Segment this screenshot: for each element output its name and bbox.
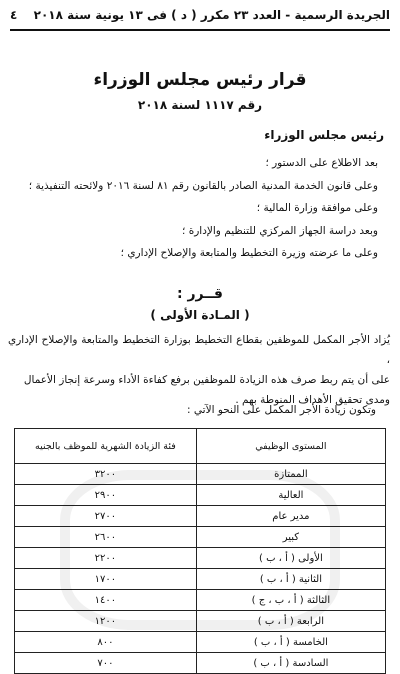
recital-line: وعلى ما عرضته وزيرة التخطيط والمتابعة والإصلاح الإداري ؛ bbox=[120, 247, 378, 260]
table-row bbox=[15, 527, 386, 548]
decree-title: قرار رئيس مجلس الوزراء bbox=[93, 70, 307, 90]
table-intro: وتكون زيادة الأجر المكمل على النحو الآتي : bbox=[187, 404, 376, 416]
table-row bbox=[15, 506, 386, 527]
recital-line: بعد الاطلاع على الدستور ؛ bbox=[265, 157, 378, 169]
table-row bbox=[15, 464, 386, 485]
amount-cell: ٢٢٠٠ bbox=[15, 548, 197, 569]
table-row bbox=[15, 632, 386, 653]
level-cell: الثانية ( أ ، ب ) bbox=[196, 569, 385, 590]
level-cell: كبير bbox=[196, 527, 385, 548]
table-row bbox=[15, 569, 386, 590]
amount-cell: ٨٠٠ bbox=[15, 632, 197, 653]
allowance-table bbox=[14, 428, 386, 674]
level-cell: مدير عام bbox=[196, 506, 385, 527]
gazette-line: الجريدة الرسمية - العدد ٢٣ مكرر ( د ) فى ١٣ يونية سنة ٢٠١٨ bbox=[33, 8, 390, 22]
article-one-heading: ( المـادة الأولى ) bbox=[150, 308, 250, 322]
header-level: المستوى الوظيفي bbox=[196, 429, 385, 464]
amount-cell: ٢٩٠٠ bbox=[15, 485, 197, 506]
recital-line: وبعد دراسة الجهاز المركزي للتنظيم والإدارة ؛ bbox=[182, 224, 378, 237]
amount-cell: ٣٢٠٠ bbox=[15, 464, 197, 485]
level-cell: الممتازة bbox=[196, 464, 385, 485]
amount-cell: ٢٦٠٠ bbox=[15, 527, 197, 548]
amount-cell: ١٧٠٠ bbox=[15, 569, 197, 590]
amount-cell: ٢٧٠٠ bbox=[15, 506, 197, 527]
recital-line: وعلى قانون الخدمة المدنية الصادر بالقانون رقم ٨١ لسنة ٢٠١٦ ولائحته التنفيذية ؛ bbox=[28, 179, 378, 192]
table-row bbox=[15, 485, 386, 506]
body-line: يُزاد الأجر المكمل للموظفين بقطاع التخطيط بوزارة التخطيط والمتابعة والإصلاح الإداري ، bbox=[8, 334, 390, 366]
level-cell: الرابعة ( أ ، ب ) bbox=[196, 611, 385, 632]
issuer-heading: رئيس مجلس الوزراء bbox=[264, 128, 384, 142]
table-header-row bbox=[15, 429, 386, 464]
table-row bbox=[15, 611, 386, 632]
table-row bbox=[15, 590, 386, 611]
level-cell: السادسة ( أ ، ب ) bbox=[196, 653, 385, 674]
level-cell: الأولى ( أ ، ب ) bbox=[196, 548, 385, 569]
amount-cell: ١٤٠٠ bbox=[15, 590, 197, 611]
level-cell: العالية bbox=[196, 485, 385, 506]
decree-number: رقم ١١١٧ لسنة ٢٠١٨ bbox=[137, 98, 263, 112]
level-cell: الثالثة ( أ ، ب ، ج ) bbox=[196, 590, 385, 611]
article-body bbox=[8, 330, 390, 410]
body-line: على أن يتم ربط صرف هذه الزيادة للموظفين برفع كفاءة الأداء وسرعة إنجاز الأعمال bbox=[23, 374, 390, 386]
recital-line: وعلى موافقة وزارة المالية ؛ bbox=[256, 202, 378, 215]
amount-cell: ٧٠٠ bbox=[15, 653, 197, 674]
decided-heading: قــرر : bbox=[177, 286, 223, 302]
body-line: ومدى تحقيق الأهداف المنوطة بهم . bbox=[235, 394, 390, 406]
header-divider bbox=[10, 29, 390, 31]
table-row bbox=[15, 548, 386, 569]
amount-cell: ١٢٠٠ bbox=[15, 611, 197, 632]
prelude-recitals bbox=[8, 152, 390, 265]
level-cell: الخامسة ( أ ، ب ) bbox=[196, 632, 385, 653]
page-number: ٤ bbox=[10, 8, 18, 22]
table-row bbox=[15, 653, 386, 674]
page-header bbox=[10, 8, 390, 22]
header-amount: فئة الزيادة الشهرية للموظف بالجنيه bbox=[15, 429, 197, 464]
